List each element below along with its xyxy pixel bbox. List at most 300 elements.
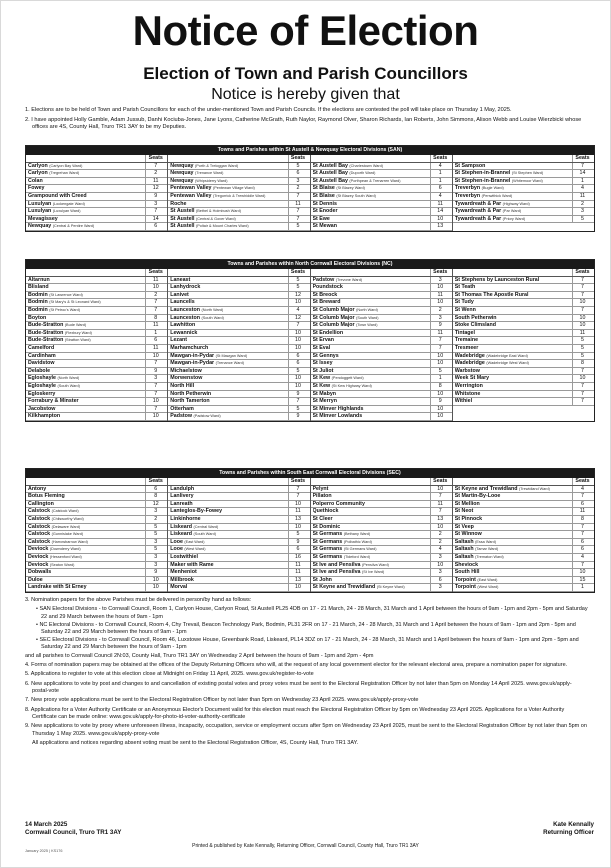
table-row bbox=[26, 577, 167, 585]
parish-name: Mawgan-in-Pydar bbox=[170, 360, 215, 367]
parish-name: St Martin-By-Looe bbox=[454, 493, 501, 500]
parish-name: Maker with Rame bbox=[170, 561, 214, 568]
parish-cell bbox=[28, 383, 145, 390]
table-row bbox=[168, 539, 309, 547]
parish-cell bbox=[28, 163, 145, 170]
parish-name: St Columb Major bbox=[312, 306, 355, 313]
table-row bbox=[168, 163, 309, 171]
seats-value: 7 bbox=[288, 216, 308, 223]
seats-value: 12 bbox=[145, 501, 165, 508]
parish-cell bbox=[28, 493, 145, 500]
table-column bbox=[168, 478, 310, 592]
seats-value: 10 bbox=[288, 345, 308, 352]
table-row bbox=[168, 524, 309, 532]
table-row bbox=[168, 508, 309, 516]
parish-cell bbox=[170, 330, 287, 337]
seats-value: 11 bbox=[430, 292, 450, 299]
seats-value: 11 bbox=[430, 201, 450, 208]
table-row bbox=[168, 531, 309, 539]
parish-name: St Wenn bbox=[454, 306, 476, 313]
table-row bbox=[311, 516, 452, 524]
table-row bbox=[168, 299, 309, 307]
ward-name: (South Ward) bbox=[193, 532, 216, 537]
table-row bbox=[26, 330, 167, 338]
seats-value: 10 bbox=[430, 284, 450, 291]
seats-value: 9 bbox=[145, 193, 165, 200]
seats-value: 3 bbox=[145, 562, 165, 569]
table-row bbox=[453, 577, 594, 585]
ward-name: (Trewidland Ward) bbox=[518, 486, 550, 491]
table-row bbox=[26, 531, 167, 539]
seats-value: 10 bbox=[288, 584, 308, 591]
parish-name: Calstock bbox=[28, 515, 51, 522]
seats-value: 8 bbox=[145, 493, 165, 500]
table-row bbox=[311, 223, 452, 231]
table-row bbox=[168, 292, 309, 300]
note-9: 9. New applications to vote by proxy where unforeseen illness, incapacity, occupation, service or employment occurs after 5pm on Wednesday 23 April 2025, must be sent to the Electoral Registration Officer by not later than 5pm on Thursday 1 May 2025. www.gov.uk/apply-proxy-vote bbox=[25, 723, 587, 737]
seats-value: 11 bbox=[430, 501, 450, 508]
parish-name: Deviock bbox=[28, 553, 49, 560]
table-row bbox=[311, 322, 452, 330]
ward-name: (Trevone Ward) bbox=[335, 277, 363, 282]
header-spacer bbox=[170, 478, 287, 485]
table-row bbox=[311, 406, 452, 414]
seats-value: 5 bbox=[145, 524, 165, 531]
parish-name: Calstock bbox=[28, 538, 51, 545]
ward-name: (North Ward) bbox=[201, 307, 224, 312]
table-row bbox=[26, 223, 167, 231]
table-row bbox=[168, 569, 309, 577]
seats-value: 11 bbox=[572, 193, 592, 200]
ward-name: (South Ward) bbox=[57, 383, 80, 388]
parish-cell bbox=[28, 539, 145, 546]
parish-cell bbox=[170, 368, 287, 375]
seats-value: 13 bbox=[288, 516, 308, 523]
parish-name: Delabole bbox=[28, 367, 51, 374]
table-row bbox=[311, 307, 452, 315]
parish-cell bbox=[455, 299, 572, 306]
ward-name: (Calstock Ward) bbox=[51, 509, 79, 514]
seats-value: 11 bbox=[288, 562, 308, 569]
table-column bbox=[26, 269, 168, 421]
seats-value: 7 bbox=[145, 406, 165, 413]
seats-value: 8 bbox=[572, 360, 592, 367]
ward-name: (Whitemoor Ward) bbox=[511, 178, 543, 183]
parish-name: St Austell bbox=[170, 208, 195, 215]
parish-cell bbox=[170, 406, 287, 413]
seats-header: Seats bbox=[145, 155, 165, 162]
seats-value: 14 bbox=[572, 170, 592, 177]
parish-cell bbox=[455, 398, 572, 405]
parish-name: Forrabury & Minster bbox=[28, 398, 79, 405]
parish-name: Menheniot bbox=[170, 569, 197, 576]
table-row bbox=[453, 524, 594, 532]
seats-header: Seats bbox=[572, 269, 592, 276]
table-row bbox=[26, 584, 167, 592]
ward-name: (Hessenford Ward) bbox=[49, 554, 82, 559]
header-spacer bbox=[28, 478, 145, 485]
table-row bbox=[26, 524, 167, 532]
page-title: Notice of Election bbox=[132, 7, 479, 54]
parish-name: Bude-Stratton bbox=[28, 329, 64, 336]
parish-cell bbox=[455, 307, 572, 314]
table-row bbox=[453, 539, 594, 547]
note-3-nc: • NC Electoral Divisions - to Cornwall Council, Room 4, Chy Trevail, Beacon Technology Park, Bodmin, PL31 2FR on 17 - 21 March, 24 - 28 March, 31 March and 1 April between the hours of 9am - 1pm and 2pm - 5pm and Saturday 22 and 29 March between the hours of 9am - 1pm bbox=[36, 621, 576, 635]
parish-cell bbox=[170, 501, 287, 508]
seats-value: 5 bbox=[430, 368, 450, 375]
parish-name: Duloe bbox=[28, 576, 43, 583]
seats-value: 1 bbox=[145, 330, 165, 337]
seats-value: 10 bbox=[572, 375, 592, 382]
seats-value: 11 bbox=[430, 330, 450, 337]
seats-value: 7 bbox=[572, 531, 592, 538]
ward-name: (St Mawgan Ward) bbox=[215, 353, 248, 358]
table-row bbox=[26, 178, 167, 186]
parish-cell bbox=[313, 413, 430, 420]
ward-name: (Carlyon Bay Ward) bbox=[49, 163, 83, 168]
parish-name: Camelford bbox=[28, 344, 55, 351]
table-row bbox=[453, 178, 594, 186]
parish-name: Tintagel bbox=[454, 329, 475, 336]
table-title: Towns and Parishes within St Austell & Newquay Electoral Divisions (SAN) bbox=[26, 146, 594, 155]
parish-cell bbox=[313, 307, 430, 314]
ward-name: (Town Ward) bbox=[356, 323, 378, 328]
parish-cell bbox=[313, 299, 430, 306]
seats-value: 13 bbox=[288, 577, 308, 584]
note-6: 6. New applications to vote by post and changes to and cancellation of existing postal votes and proxy votes must be sent to the Electoral Registration Officer by not later than 5pm on Monday 14 April 2025. www.gov.uk/apply-postal-vote bbox=[25, 680, 572, 694]
parish-cell bbox=[28, 223, 145, 230]
seats-value: 3 bbox=[145, 375, 165, 382]
table-row bbox=[26, 193, 167, 201]
ward-name: (Trenance Ward) bbox=[215, 361, 245, 366]
parish-cell bbox=[170, 546, 287, 553]
seats-value: 7 bbox=[572, 368, 592, 375]
ward-name: (Bethany Ward) bbox=[343, 532, 371, 537]
parish-name: St Eval bbox=[312, 344, 331, 351]
parish-name: Pillaton bbox=[312, 493, 332, 500]
seats-value: 7 bbox=[572, 524, 592, 531]
parish-name: Week St Mary bbox=[454, 375, 490, 382]
table-row bbox=[311, 524, 452, 532]
table-row bbox=[311, 531, 452, 539]
table-row bbox=[168, 398, 309, 406]
parish-name: North Petherwin bbox=[170, 390, 212, 397]
parish-name: Lanlivery bbox=[170, 493, 194, 500]
table-row bbox=[168, 493, 309, 501]
parish-name: Lawhitton bbox=[170, 322, 196, 329]
parish-cell bbox=[170, 337, 287, 344]
parish-name: Warbstow bbox=[454, 367, 480, 374]
ward-name: (St Petroc's Ward) bbox=[49, 307, 80, 312]
parish-cell bbox=[170, 193, 287, 200]
column-header bbox=[311, 155, 452, 163]
parish-name: Treverbyn bbox=[454, 185, 481, 192]
parish-name: Egloshayle bbox=[28, 382, 56, 389]
parish-cell bbox=[455, 216, 572, 223]
seats-value: 2 bbox=[430, 307, 450, 314]
ward-name: (Essa Ward) bbox=[475, 539, 497, 544]
seats-value: 13 bbox=[430, 516, 450, 523]
parish-name: Torpoint bbox=[454, 576, 476, 583]
document-code: January 2025 | KS176 bbox=[25, 849, 63, 853]
note-3: 3. Nomination papers for the above Parishes must be delivered in person/by hand as follows: bbox=[25, 597, 252, 603]
table-row bbox=[453, 360, 594, 368]
seats-value: 11 bbox=[145, 277, 165, 284]
ward-name: (Stratton Ward) bbox=[64, 338, 91, 343]
table-row bbox=[168, 322, 309, 330]
seats-value: 6 bbox=[145, 337, 165, 344]
parish-name: St Dominic bbox=[312, 523, 341, 530]
table-row bbox=[311, 413, 452, 421]
ward-name: (West Ward) bbox=[477, 585, 499, 590]
seats-value: 1 bbox=[430, 170, 450, 177]
parish-cell bbox=[455, 383, 572, 390]
header-spacer bbox=[455, 269, 572, 276]
parish-cell bbox=[313, 546, 430, 553]
parish-name: Davidstow bbox=[28, 360, 55, 367]
parish-cell bbox=[455, 554, 572, 561]
parish-cell bbox=[28, 345, 145, 352]
parish-name: Callington bbox=[28, 500, 54, 507]
parish-cell bbox=[28, 562, 145, 569]
parish-name: St Endellion bbox=[312, 329, 344, 336]
seats-value: 2 bbox=[288, 185, 308, 192]
parish-name: St Teath bbox=[454, 284, 476, 291]
note-3-sec: • SEC Electoral Divisions - to Cornwall Council, Room 46, Luxstowe House, Greenbank Road, Liskeard, PL14 3DZ on 17 - 21 March, 24 - 28 March, 31 March and 1 April between the hours of 9am - 1pm and 2pm - 5pm and Saturday 22 and 29 March between the hours of 9am - 1pm bbox=[36, 637, 579, 651]
parish-cell bbox=[28, 524, 145, 531]
table-row bbox=[453, 330, 594, 338]
seats-value: 12 bbox=[288, 292, 308, 299]
column-header bbox=[168, 269, 309, 277]
parish-cell bbox=[170, 531, 287, 538]
parish-cell bbox=[455, 516, 572, 523]
table-row bbox=[26, 493, 167, 501]
parish-cell bbox=[28, 546, 145, 553]
parish-name: St Blaise bbox=[312, 192, 335, 199]
seats-value: 11 bbox=[145, 322, 165, 329]
column-header bbox=[26, 155, 167, 163]
parish-cell bbox=[455, 330, 572, 337]
parish-name: Landrake with St Erney bbox=[28, 584, 87, 591]
table-row bbox=[311, 178, 452, 186]
table-row bbox=[168, 193, 309, 201]
seats-value: 9 bbox=[145, 569, 165, 576]
parish-cell bbox=[313, 330, 430, 337]
seats-value: 11 bbox=[572, 508, 592, 515]
table-row bbox=[453, 292, 594, 300]
seats-value: 6 bbox=[572, 501, 592, 508]
parish-name: Boyton bbox=[28, 314, 47, 321]
table-sec bbox=[25, 468, 595, 593]
table-row bbox=[453, 337, 594, 345]
parish-name: Sheviock bbox=[454, 561, 479, 568]
parish-name: Tywardreath & Par bbox=[454, 208, 502, 215]
parish-cell bbox=[313, 562, 430, 569]
table-column bbox=[168, 269, 310, 421]
table-row bbox=[311, 383, 452, 391]
parish-name: St Germans bbox=[312, 531, 343, 538]
parish-cell bbox=[313, 208, 430, 215]
ward-name: (Par Ward) bbox=[502, 209, 522, 214]
seats-value: 16 bbox=[288, 554, 308, 561]
parish-cell bbox=[170, 178, 287, 185]
seats-value: 9 bbox=[145, 368, 165, 375]
parish-cell bbox=[313, 383, 430, 390]
ward-name: (Wadebridge West Ward) bbox=[486, 361, 529, 366]
seats-value: 7 bbox=[145, 299, 165, 306]
table-row bbox=[311, 562, 452, 570]
ward-name: (Harrowbarrow Ward) bbox=[51, 539, 88, 544]
table-row bbox=[26, 201, 167, 209]
parish-cell bbox=[313, 223, 430, 230]
parish-cell bbox=[28, 299, 145, 306]
seats-value: 3 bbox=[145, 201, 165, 208]
parish-name: St Mellion bbox=[454, 500, 480, 507]
ward-name: (St Stephen Ward) bbox=[511, 171, 544, 176]
table-row bbox=[311, 539, 452, 547]
table-columns bbox=[26, 478, 594, 592]
parish-name: St Breock bbox=[312, 291, 338, 298]
parish-name: Lanivet bbox=[170, 291, 189, 298]
parish-cell bbox=[28, 486, 145, 493]
seats-value: 12 bbox=[145, 185, 165, 192]
table-row bbox=[168, 216, 309, 224]
parish-cell bbox=[28, 292, 145, 299]
seats-value: 7 bbox=[572, 383, 592, 390]
parish-name: St Issey bbox=[312, 360, 333, 367]
table-column bbox=[311, 269, 453, 421]
table-row bbox=[453, 315, 594, 323]
note-3-san: • SAN Electoral Divisions - to Cornwall Council, Room 1, Carlyon House, Carlyon Road, St Austell PL25 4DB on 17 - 21 March, 24 - 28 March, 31 March and 1 April between the hours of 9am - 1pm and 2pm - 5pm and Saturday 22 and 29 March between the hours of 9am - 1pm bbox=[36, 606, 588, 620]
ward-name: (Bude Ward) bbox=[64, 323, 87, 328]
parish-cell bbox=[313, 337, 430, 344]
table-column bbox=[453, 478, 594, 592]
parish-cell bbox=[313, 163, 430, 170]
ward-name: (Central Ward) bbox=[193, 524, 219, 529]
table-row bbox=[311, 398, 452, 406]
parish-name: St Kew bbox=[312, 375, 331, 382]
parish-name: Calstock bbox=[28, 508, 51, 515]
seats-value: 7 bbox=[145, 391, 165, 398]
table-row bbox=[26, 163, 167, 171]
seats-header: Seats bbox=[288, 478, 308, 485]
parish-cell bbox=[170, 539, 287, 546]
parish-cell bbox=[28, 577, 145, 584]
parish-cell bbox=[28, 584, 145, 591]
seats-value: 14 bbox=[145, 216, 165, 223]
parish-cell bbox=[28, 337, 145, 344]
table-row bbox=[453, 493, 594, 501]
seats-value: 10 bbox=[572, 322, 592, 329]
parish-name: Fowey bbox=[28, 185, 45, 192]
seats-value: 7 bbox=[288, 493, 308, 500]
parish-cell bbox=[313, 216, 430, 223]
seats-value: 5 bbox=[572, 353, 592, 360]
table-row bbox=[453, 531, 594, 539]
parish-name: St Minver Lowlands bbox=[312, 413, 363, 420]
table-row bbox=[168, 360, 309, 368]
table-san bbox=[25, 145, 595, 232]
parish-cell bbox=[28, 406, 145, 413]
parish-name: Tresmeer bbox=[454, 344, 479, 351]
table-row bbox=[26, 383, 167, 391]
table-row bbox=[168, 391, 309, 399]
ward-name: (Wadebridge East Ward) bbox=[486, 353, 528, 358]
column-header bbox=[311, 478, 452, 486]
table-row bbox=[26, 391, 167, 399]
table-row bbox=[168, 353, 309, 361]
seats-value: 12 bbox=[288, 315, 308, 322]
parish-name: Botus Fleming bbox=[28, 493, 65, 500]
parish-name: Lewannick bbox=[170, 329, 198, 336]
seats-value: 6 bbox=[288, 360, 308, 367]
parish-name: St Merryn bbox=[312, 398, 337, 405]
parish-cell bbox=[455, 368, 572, 375]
parish-name: St Keyne and Trewidland bbox=[454, 485, 518, 492]
table-row bbox=[168, 375, 309, 383]
seats-value: 8 bbox=[145, 315, 165, 322]
parish-cell bbox=[28, 368, 145, 375]
table-row bbox=[168, 223, 309, 231]
parish-cell bbox=[28, 307, 145, 314]
parish-cell bbox=[170, 345, 287, 352]
table-row bbox=[453, 299, 594, 307]
parish-name: Grampound with Creed bbox=[28, 192, 87, 199]
parish-cell bbox=[170, 383, 287, 390]
parish-cell bbox=[170, 391, 287, 398]
parish-name: Bude-Stratton bbox=[28, 337, 64, 344]
table-row bbox=[26, 170, 167, 178]
table-nc bbox=[25, 259, 595, 422]
parish-name: North Hill bbox=[170, 382, 195, 389]
seats-value: 7 bbox=[430, 337, 450, 344]
ward-name: (Central & Pentire Ward) bbox=[52, 224, 95, 229]
parish-name: St Cleer bbox=[312, 515, 333, 522]
note-10: All applications and notices regarding absent voting must be sent to the Electoral Registration Officer, 4S, County Hall, Truro TR1 3AY. bbox=[32, 739, 359, 746]
parish-cell bbox=[170, 562, 287, 569]
parish-cell bbox=[313, 375, 430, 382]
ward-name: (Tamar Ward) bbox=[475, 547, 499, 552]
ward-name: (St Lawrence Ward) bbox=[49, 292, 83, 297]
parish-cell bbox=[455, 531, 572, 538]
seats-value: 7 bbox=[572, 277, 592, 284]
table-row bbox=[453, 584, 594, 592]
column-header bbox=[168, 478, 309, 486]
header-spacer bbox=[28, 155, 145, 162]
parish-cell bbox=[313, 193, 430, 200]
table-row bbox=[311, 554, 452, 562]
table-row bbox=[311, 201, 452, 209]
note-8: 8. Applications for a Voter Authority Certificate or an Anonymous Elector's Document valid for this election must reach the Electoral Registration Officer by 5pm on Wednesday 23 April 2025. Applications for a Voter Authority Certificate can be made online: www.gov.uk/apply-for-photo-id-voter-authority-certificate bbox=[25, 706, 565, 720]
footer-right bbox=[543, 821, 594, 837]
parish-cell bbox=[313, 368, 430, 375]
parish-name: Calstock bbox=[28, 531, 51, 538]
parish-name: St Austell bbox=[170, 223, 195, 230]
parish-cell bbox=[28, 391, 145, 398]
ward-name: (Central & Gover Ward) bbox=[195, 216, 236, 221]
parish-name: Calstock bbox=[28, 523, 51, 530]
parish-cell bbox=[455, 486, 572, 493]
seats-value: 15 bbox=[572, 577, 592, 584]
parish-cell bbox=[28, 413, 145, 420]
table-row bbox=[453, 554, 594, 562]
parish-name: St Minver Highlands bbox=[312, 405, 364, 412]
parish-name: Carlyon bbox=[28, 162, 48, 169]
parish-name: St Mabyn bbox=[312, 390, 337, 397]
seats-header: Seats bbox=[430, 478, 450, 485]
ward-name: (Pendoggett Ward) bbox=[331, 376, 364, 381]
parish-cell bbox=[455, 322, 572, 329]
